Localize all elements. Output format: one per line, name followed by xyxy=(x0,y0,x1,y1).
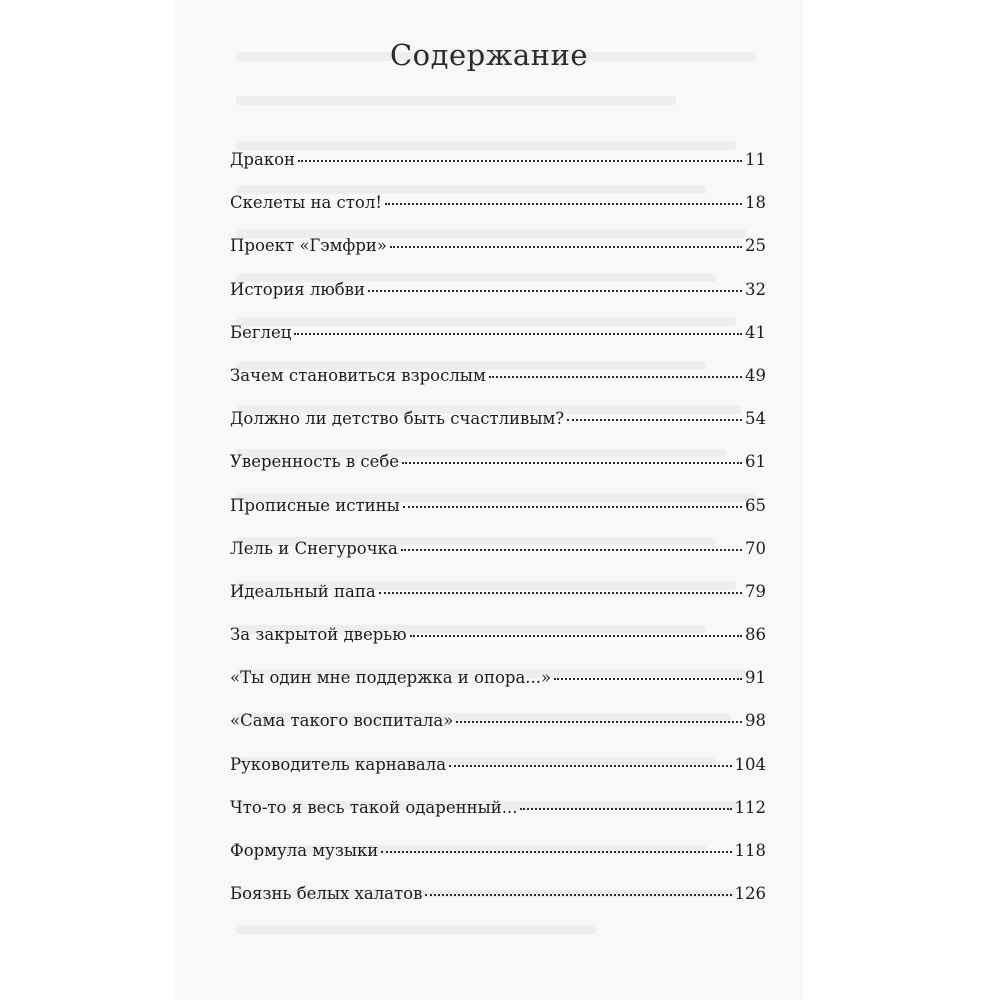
toc-entry-page-number: 79 xyxy=(745,581,766,601)
toc-entry xyxy=(230,236,766,279)
dot-leader xyxy=(554,678,742,680)
toc-entry-title: За закрытой дверью xyxy=(230,625,407,645)
toc-entry xyxy=(230,280,766,323)
toc-entry xyxy=(230,841,766,884)
bleed-through-mark xyxy=(236,141,736,150)
toc-entry-page-number: 112 xyxy=(734,797,766,817)
toc-entry-page-number: 70 xyxy=(745,538,766,558)
dot-leader xyxy=(379,592,742,594)
toc-entry-page-number: 32 xyxy=(745,279,766,299)
toc-entry-page-number: 54 xyxy=(745,409,766,429)
toc-entry-page-number: 65 xyxy=(745,495,766,515)
dot-leader xyxy=(456,721,742,723)
toc-entry-title: Проект «Гэмфри» xyxy=(230,236,387,256)
dot-leader xyxy=(520,808,731,810)
dot-leader xyxy=(294,333,742,335)
toc-entry-page-number: 18 xyxy=(745,193,766,213)
toc-entry xyxy=(230,193,766,236)
toc-entry-page-number: 49 xyxy=(745,365,766,385)
toc-entry xyxy=(230,668,766,711)
toc-entry xyxy=(230,798,766,841)
page-title: Содержание xyxy=(389,38,589,72)
toc-entry-page-number: 61 xyxy=(745,452,766,472)
dot-leader xyxy=(489,376,742,378)
toc-entry-title: Должно ли детство быть счастливым? xyxy=(230,409,565,429)
dot-leader xyxy=(381,851,731,853)
toc-entry-title: Лель и Снегурочка xyxy=(230,538,398,558)
toc-entry-page-number: 104 xyxy=(734,754,766,774)
toc-entry xyxy=(230,582,766,625)
toc-entry xyxy=(230,496,766,539)
toc-entry-page-number: 118 xyxy=(734,841,766,860)
toc-entry xyxy=(230,711,766,754)
toc-entry xyxy=(230,539,766,582)
toc-entry-page-number: 25 xyxy=(745,236,766,256)
toc-entry-title: Боязнь белых халатов xyxy=(230,884,423,904)
dot-leader xyxy=(368,290,742,292)
book-page xyxy=(176,0,802,1000)
toc-entry xyxy=(230,625,766,668)
dot-leader xyxy=(449,765,731,767)
toc-entry-title: Скелеты на стол! xyxy=(230,193,382,213)
toc-entry-title: Уверенность в себе xyxy=(230,452,400,472)
toc-entry xyxy=(230,366,766,409)
dot-leader xyxy=(403,506,742,508)
toc-entry-title: Дракон xyxy=(230,150,296,169)
toc-entry xyxy=(230,150,766,193)
toc-entry-title: Беглец xyxy=(230,322,292,342)
dot-leader xyxy=(567,419,742,421)
toc-entry-title: Что-то я весь такой одаренный... xyxy=(230,797,518,817)
toc-entry-page-number: 98 xyxy=(745,711,766,731)
toc-entry-page-number: 41 xyxy=(745,322,766,342)
dot-leader xyxy=(410,635,742,637)
toc-entry xyxy=(230,884,766,927)
dot-leader xyxy=(425,894,731,896)
dot-leader xyxy=(401,549,742,551)
toc-entry xyxy=(230,323,766,366)
dot-leader xyxy=(390,246,742,248)
toc-entry-title: Руководитель карнавала xyxy=(230,754,447,774)
toc-entry-title: История любви xyxy=(230,279,365,299)
toc-entry xyxy=(230,409,766,452)
toc-entry-title: «Ты один мне поддержка и опора...» xyxy=(230,668,552,688)
toc-entry-title: Зачем становиться взрослым xyxy=(230,365,486,385)
dot-leader xyxy=(298,160,742,162)
toc-entry xyxy=(230,452,766,495)
toc-entry-title: Прописные истины xyxy=(230,495,400,515)
toc-entry-title: Идеальный папа xyxy=(230,581,376,601)
dot-leader xyxy=(385,203,742,205)
toc-entry-title: «Сама такого воспитала» xyxy=(230,711,454,731)
toc-entry-page-number: 86 xyxy=(745,625,766,645)
table-of-contents xyxy=(230,150,766,927)
dot-leader xyxy=(402,462,742,464)
toc-entry-page-number: 11 xyxy=(745,150,766,169)
toc-entry-page-number: 91 xyxy=(745,668,766,688)
toc-entry xyxy=(230,755,766,798)
bleed-through-mark xyxy=(236,96,676,105)
toc-entry-page-number: 126 xyxy=(734,884,766,904)
toc-entry-title: Формула музыки xyxy=(230,841,379,860)
